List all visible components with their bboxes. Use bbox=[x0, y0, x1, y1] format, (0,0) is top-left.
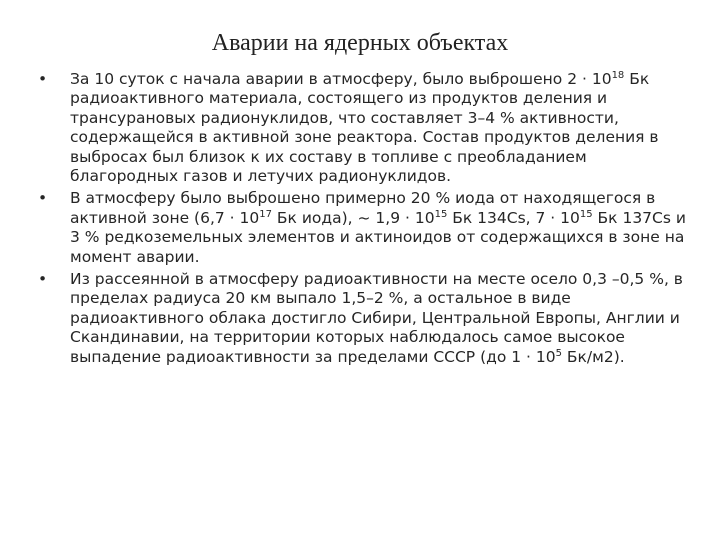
bullet-list bbox=[34, 70, 686, 370]
text-run: Бк 137Cs и 3 % редкоземельных элементов и актиноидов от содержащихся в зоне на момент аварии. bbox=[70, 208, 686, 266]
bullet-item-2 bbox=[34, 189, 686, 267]
text-run: Бк 134Cs, 7 · 10 bbox=[447, 208, 580, 227]
text-run: За 10 суток с начала аварии в атмосферу, было выброшено 2 · 10 bbox=[70, 70, 612, 88]
text-run: Бк/м2). bbox=[562, 347, 625, 366]
bullet-item-1 bbox=[34, 70, 686, 186]
superscript-exponent: 17 bbox=[259, 208, 272, 220]
superscript-exponent: 5 bbox=[555, 347, 562, 359]
bullet-text bbox=[70, 270, 683, 366]
bullet-marker: • bbox=[38, 189, 48, 208]
bullet-item-3 bbox=[34, 270, 686, 367]
bullet-marker: • bbox=[38, 270, 48, 289]
text-run: Бк иода), ~ 1,9 · 10 bbox=[271, 208, 435, 227]
superscript-exponent: 15 bbox=[579, 208, 593, 220]
superscript-exponent: 15 bbox=[434, 208, 448, 220]
bullet-marker: • bbox=[38, 70, 48, 88]
bullet-text bbox=[70, 189, 686, 265]
bullet-text bbox=[70, 70, 659, 185]
text-run: Из рассеянной в атмосферу радиоактивности на месте осело 0,3 –0,5 %, в пределах радиуса 20 км выпало 1,5–2 %, а остальное в виде радиоактивного облака достигло Сибири, Центральной Европы, Англии и Скандинавии, на территории которых наблюдалось самое высокое выпадение радиоактивности за пределами СССР (до 1 · 10 bbox=[70, 270, 683, 366]
text-run: Бк радиоактивного материала, состоящего из продуктов деления и трансурановых радионуклидов, что составляет 3–4 % активности, содержащейся в активной зоне реактора. Состав продуктов деления в выбросах был близок к их составу в топливе с преобладанием благородных газов и летучих радионуклидов. bbox=[70, 70, 659, 186]
slide-title: Аварии на ядерных объектах bbox=[211, 30, 509, 56]
text-run: В атмосферу было выброшено примерно 20 % иода от находящегося в активной зоне (6,7 · 10 bbox=[70, 189, 656, 227]
superscript-exponent: 18 bbox=[611, 70, 625, 81]
